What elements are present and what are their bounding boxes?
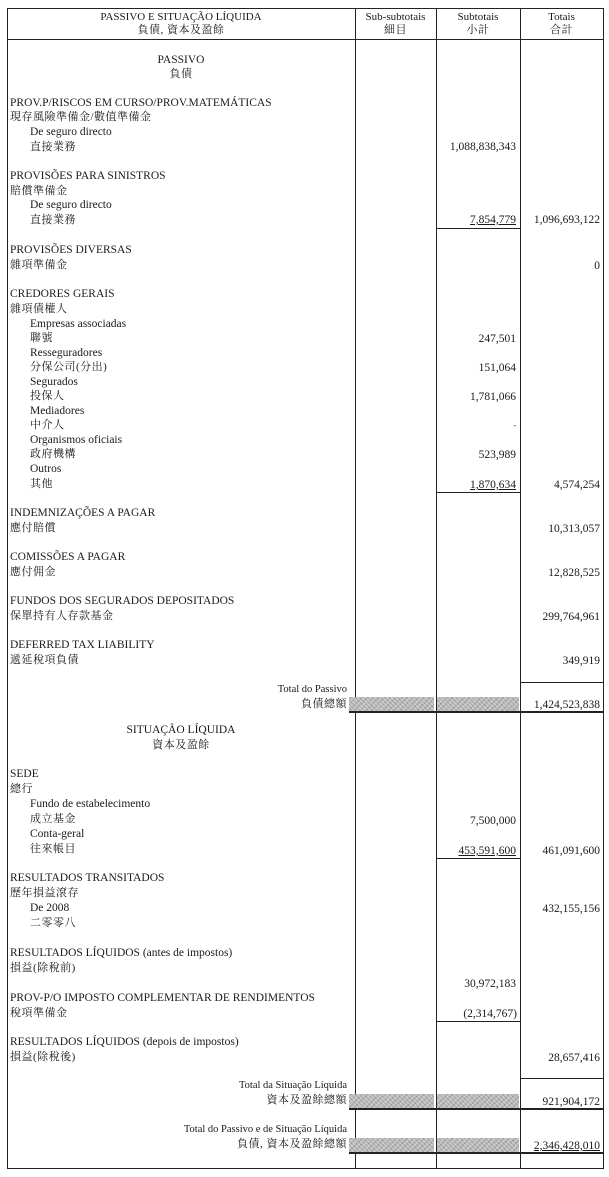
shaded-cell (437, 697, 519, 711)
prov-sinistros-label-pt: PROVISÕES PARA SINISTROS (10, 170, 166, 182)
deferred-tax-label-pt: DEFERRED TAX LIABILITY (10, 639, 155, 651)
credores-item-value: 151,064 (478, 362, 516, 374)
resultados-depois-total: 28,657,416 (548, 1052, 600, 1064)
header-total-pt: Totais (548, 11, 575, 23)
shaded-cell (437, 1138, 519, 1152)
shaded-cell (349, 697, 434, 711)
header-subtotal-pt: Subtotais (457, 11, 499, 23)
indemnizacoes-total: 10,313,057 (548, 523, 600, 535)
prov-riscos-sub-pt: De seguro directo (30, 126, 112, 138)
col-divider-total (520, 8, 521, 1169)
prov-diversas-label-pt: PROVISÕES DIVERSAS (10, 244, 132, 256)
prov-riscos-sub-zh: 直接業務 (30, 141, 76, 153)
table-left-border (7, 8, 8, 1169)
credores-item-zh: 中介人 (30, 419, 65, 431)
credores-item-pt: Organismos oficiais (30, 434, 123, 446)
prov-imposto-label-zh: 稅項準備金 (10, 1007, 68, 1019)
deferred-tax-label-zh: 遞延稅項負債 (10, 654, 79, 666)
sede-item-value: 7,500,000 (470, 815, 516, 827)
sede-item-zh: 往來帳目 (30, 843, 76, 855)
grand-total-value: 2,346,428,010 (533, 1140, 600, 1152)
prov-sinistros-sub-pt: De seguro directo (30, 199, 112, 211)
credores-item-pt: Empresas associadas (30, 318, 127, 330)
table-bottom-border (7, 1168, 604, 1169)
prov-sinistros-label-zh: 賠償準備金 (10, 185, 68, 197)
total-rule (520, 1078, 604, 1079)
total-rule (349, 711, 604, 713)
credores-item-zh: 其他 (30, 478, 53, 490)
table-top-border (7, 8, 604, 9)
header-desc-zh: 負債, 資本及盈餘 (137, 24, 225, 36)
total-situacao-label-zh: 資本及盈餘總額 (266, 1094, 347, 1106)
sede-item-zh: 成立基金 (30, 813, 76, 825)
credores-label-pt: CREDORES GERAIS (10, 288, 115, 300)
total-rule (349, 1108, 604, 1110)
credores-item-value: 247,501 (478, 333, 516, 345)
resultados-antes-subtotal: 30,972,183 (464, 978, 516, 990)
prov-riscos-subtotal: 1,088,838,343 (449, 141, 516, 153)
section-title-situacao-zh: 資本及盈餘 (152, 739, 210, 751)
total-rule (520, 682, 604, 683)
section-title-situacao-pt: SITUAÇÃO LÍQUIDA (126, 724, 236, 736)
resultados-transitados-sub-pt: De 2008 (30, 902, 70, 914)
credores-item-pt: Resseguradores (30, 347, 103, 359)
header-total-zh: 合計 (550, 24, 573, 36)
header-sub-subtotal-zh: 細目 (384, 24, 407, 36)
credores-item-zh: 分保公司(分出) (30, 361, 108, 373)
credores-item-value: - (513, 421, 516, 430)
credores-item-value: 1,781,066 (470, 391, 516, 403)
prov-imposto-label-pt: PROV-P/O IMPOSTO COMPLEMENTAR DE RENDIMENTOS (10, 992, 315, 1004)
credores-item-pt: Segurados (30, 376, 78, 388)
prov-diversas-label-zh: 雜項準備金 (10, 259, 68, 271)
credores-item-pt: Mediadores (30, 405, 85, 417)
credores-total: 4,574,254 (554, 479, 600, 491)
resultados-transitados-label-zh: 歷年損益滾存 (10, 887, 79, 899)
indemnizacoes-label-zh: 應付賠償 (10, 522, 56, 534)
sede-item-pt: Fundo de estabelecimento (30, 798, 151, 810)
deferred-tax-total: 349,919 (562, 655, 600, 667)
resultados-depois-label-zh: 損益(除稅後) (10, 1051, 76, 1063)
resultados-antes-label-zh: 損益(除稅前) (10, 962, 76, 974)
grand-total-label-pt: Total do Passivo e de Situação Líquida (183, 1124, 347, 1135)
prov-riscos-label-zh: 現存風險準備金/數值準備金 (10, 111, 152, 123)
prov-sinistros-total: 1,096,693,122 (533, 214, 600, 226)
prov-imposto-subtotal: (2,314,767) (463, 1008, 517, 1020)
credores-item-zh: 政府機構 (30, 448, 76, 460)
total-situacao-label-pt: Total da Situação Líquida (238, 1080, 347, 1091)
header-sub-subtotal-pt: Sub-subtotais (365, 11, 426, 23)
shaded-cell (349, 1094, 434, 1108)
sede-label-zh: 總行 (10, 783, 33, 795)
total-passivo-label-pt: Total do Passivo (277, 684, 347, 695)
shaded-cell (349, 1138, 434, 1152)
header-desc-pt: PASSIVO E SITUAÇÃO LÍQUIDA (100, 11, 262, 23)
table-right-border (603, 8, 604, 1169)
sede-label-pt: SEDE (10, 768, 39, 780)
fundos-label-pt: FUNDOS DOS SEGURADOS DEPOSITADOS (10, 595, 235, 607)
comissoes-label-pt: COMISSÕES A PAGAR (10, 551, 126, 563)
subtotal-rule (436, 492, 520, 493)
header-bottom-border (7, 39, 604, 40)
comissoes-total: 12,828,525 (548, 567, 600, 579)
grand-total-label-zh: 負債, 資本及盈餘總額 (237, 1138, 347, 1150)
col-divider-subtotal (436, 8, 437, 1169)
credores-item-value: 523,989 (478, 449, 516, 461)
total-passivo-value: 1,424,523,838 (533, 699, 600, 711)
subtotal-rule (436, 228, 520, 229)
sede-item-value: 453,591,600 (458, 845, 516, 857)
sede-item-pt: Conta-geral (30, 828, 85, 840)
resultados-transitados-total: 432,155,156 (542, 903, 600, 915)
credores-item-pt: Outros (30, 463, 62, 475)
credores-item-zh: 投保人 (30, 390, 65, 402)
sede-total: 461,091,600 (542, 845, 600, 857)
credores-label-zh: 雜項債權人 (10, 303, 68, 315)
prov-riscos-label-pt: PROV.P/RISCOS EM CURSO/PROV.MATEMÁTICAS (10, 97, 272, 109)
prov-sinistros-sub-zh: 直接業務 (30, 214, 76, 226)
fundos-label-zh: 保單持有人存款基金 (10, 610, 114, 622)
comissoes-label-zh: 應付佣金 (10, 566, 56, 578)
resultados-transitados-label-pt: RESULTADOS TRANSITADOS (10, 872, 165, 884)
section-title-passivo-pt: PASSIVO (157, 54, 205, 66)
resultados-antes-label-pt: RESULTADOS LÍQUIDOS (antes de impostos) (10, 947, 233, 959)
fundos-total: 299,764,961 (542, 611, 600, 623)
total-rule (349, 1152, 604, 1154)
resultados-transitados-sub-zh: 二零零八 (30, 917, 76, 929)
prov-diversas-total: 0 (594, 260, 600, 272)
shaded-cell (437, 1094, 519, 1108)
indemnizacoes-label-pt: INDEMNIZAÇÕES A PAGAR (10, 507, 156, 519)
subtotal-rule (436, 1021, 520, 1022)
header-subtotal-zh: 小計 (466, 24, 490, 36)
subtotal-rule (436, 858, 520, 859)
resultados-depois-label-pt: RESULTADOS LÍQUIDOS (depois de impostos) (10, 1036, 239, 1048)
total-situacao-value: 921,904,172 (542, 1096, 600, 1108)
section-title-passivo-zh: 負債 (169, 68, 193, 80)
credores-item-zh: 聯號 (30, 332, 53, 344)
col-divider-sub-subtotal (355, 8, 356, 1169)
total-passivo-label-zh: 負債總額 (301, 698, 347, 710)
prov-sinistros-subtotal: 7,854,779 (470, 214, 516, 226)
credores-item-value: 1,870,634 (470, 479, 516, 491)
